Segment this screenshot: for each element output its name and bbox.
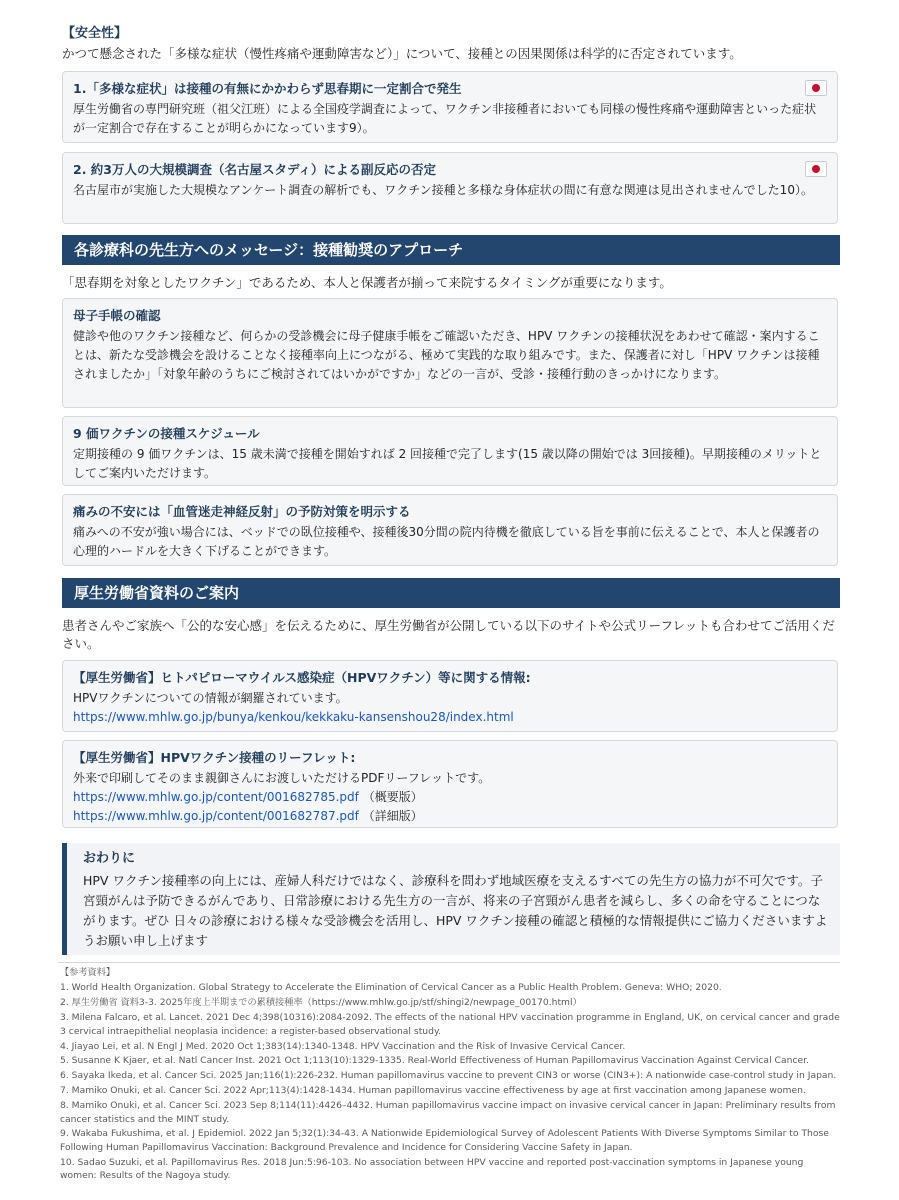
reference-item: 3. Milena Falcaro, et al. Lancet. 2021 Dec 4;398(10316):2084-2092. The effects of the national HPV vaccination programme in England, UK, on cervical cancer and grade 3 cervical intraepithelial neoplasia incidence: a register-based observational study. bbox=[60, 1012, 840, 1037]
section-bar-mhlw: 厚生労働省資料のご案内 bbox=[62, 578, 840, 608]
references-heading: 【参考資料】 bbox=[60, 967, 116, 978]
references-divider bbox=[58, 962, 840, 963]
japan-flag-icon bbox=[805, 80, 827, 96]
safety-intro: かつて懸念された「多様な症状（慢性疼痛や運動障害など）」について、接種との因果関係は科学的に否定されています。 bbox=[62, 46, 742, 61]
safety-card-2 bbox=[62, 152, 838, 224]
leaflet-summary-note: （概要版） bbox=[362, 790, 423, 804]
reference-item: 10. Sadao Suzuki, et al. Papillomavirus Res. 2018 Jun:5:96-103. No association between HPV vaccine and reported post-vaccination symptoms in Japanese young women: Results of the Nagoya study. bbox=[60, 1156, 804, 1182]
closing-box bbox=[62, 843, 840, 955]
message-card-title: 痛みの不安には「血管迷走神経反射」の予防対策を明示する bbox=[73, 504, 411, 519]
leaflet-link-row bbox=[73, 807, 825, 826]
mhlw-card-title: 【厚生労働省】HPVワクチン接種のリーフレット: bbox=[73, 750, 356, 765]
mhlw-info-link[interactable]: https://www.mhlw.go.jp/bunya/kenkou/kekkaku-kansenshou28/index.html bbox=[73, 710, 514, 724]
mhlw-intro: 患者さんやご家族へ「公的な安心感」を伝えるために、厚生労働省が公開している以下のサイトや公式リーフレットも合わせてご活用ください。 bbox=[62, 618, 835, 651]
leaflet-detail-note: （詳細版） bbox=[362, 809, 423, 823]
message-card-title: 9 価ワクチンの接種スケジュール bbox=[73, 426, 260, 441]
message-card-body: 健診や他のワクチン接種など、何らかの受診機会に母子健康手帳をご確認いただき、HPV ワクチンの接種状況をあわせて確認・案内することは、新たな受診機会を設けることなく接種率向上につながる、極めて実践的な取り組みです。また、保護者に対し「HPV ワクチンは接種されましたか」「対象年齢のうちにご検討されてはいかがですか」などの一言が、受診・接種行動のきっかけになります。 bbox=[73, 329, 820, 381]
reference-item: 7. Mamiko Onuki, et al. Cancer Sci. 2022 Apr;113(4):1428-1434. Human papillomavirus vaccine effectiveness by age at first vaccination among Japanese women. bbox=[60, 1085, 806, 1097]
references-list bbox=[60, 966, 842, 1184]
message-card-pain bbox=[62, 494, 838, 566]
message-card-schedule bbox=[62, 416, 838, 486]
message-card-title: 母子手帳の確認 bbox=[73, 308, 161, 323]
reference-item: 5. Susanne K Kjaer, et al. Natl Cancer Inst. 2021 Oct 1;113(10):1329-1335. Real-World Effectiveness of Human Papillomavirus Vaccination Against Cervical Cancer. bbox=[60, 1055, 809, 1067]
reference-item: 8. Mamiko Onuki, et al. Cancer Sci. 2023 Sep 8;114(11):4426–4432. Human papillomavirus vaccine impact on invasive cervical cancer in Japan: Preliminary results from cancer statistics and the MINT study. bbox=[60, 1100, 836, 1125]
mhlw-card-desc: 外来で印刷してそのまま親御さんにお渡しいただけるPDFリーフレットです。 bbox=[73, 771, 491, 785]
section-bar-messages: 各診療科の先生方へのメッセージ：接種勧奨のアプローチ bbox=[62, 235, 840, 265]
messages-intro: 「思春期を対象としたワクチン」であるため、本人と保護者が揃って来院するタイミングが重要になります。 bbox=[62, 275, 672, 290]
safety-card-title: 1.「多様な症状」は接種の有無にかかわらず思春期に一定割合で発生 bbox=[73, 81, 462, 96]
safety-card-title: 2. 約3万人の大規模調査（名古屋スタディ）による副反応の否定 bbox=[73, 162, 436, 177]
leaflet-summary-link[interactable]: https://www.mhlw.go.jp/content/001682785.pdf bbox=[73, 790, 359, 804]
mhlw-card-title: 【厚生労働省】ヒトパピローマウイルス感染症（HPVワクチン）等に関する情報: bbox=[73, 670, 531, 685]
reference-item: 9. Wakaba Fukushima, et al. J Epidemiol. 2022 Jan 5;32(1):34-43. A Nationwide Epidemiological Survey of Adolescent Patients With Diverse Symptoms Similar to Those Following Human Papillomavirus Vaccination: Background Prevalence and Incidence for Considering Vaccine Safety in Japan. bbox=[60, 1128, 829, 1153]
reference-item: 1. World Health Organization. Global Strategy to Accelerate the Elimination of Cervical Cancer as a Public Health Problem. Geneva: WHO; 2020. bbox=[60, 982, 722, 994]
reference-item: 6. Sayaka Ikeda, et al. Cancer Sci. 2025 Jan;116(1):226-232. Human papillomavirus vaccine to prevent CIN3 or worse (CIN3+): A nationwide case-control study in Japan. bbox=[60, 1070, 837, 1082]
reference-item: 2. 厚生労働省 資料3-3. 2025年度上半期までの累積接種率（https://www.mhlw.go.jp/stf/shingi2/newpage_00170.html） bbox=[60, 997, 582, 1009]
safety-card-body: 厚生労働省の専門研究班（祖父江班）による全国疫学調査によって、ワクチン非接種者においても同様の慢性疼痛や運動障害といった症状が一定割合で存在することが明らかになっています9）。 bbox=[73, 102, 817, 135]
safety-card-1 bbox=[62, 71, 838, 143]
mhlw-card-desc: HPVワクチンについての情報が網羅されています。 bbox=[73, 691, 348, 705]
closing-body: HPV ワクチン接種率の向上には、産婦人科だけではなく、診療科を問わず地域医療を支えるすべての先生方の協力が不可欠です。子宮頸がんは予防できるがんであり、日常診療における先生方の一言が、将来の子宮頸がん患者を減らし、多くの命を守ることにつながります。ぜひ 日々の診療における様々な受診機会を活用し、HPV ワクチン接種の確認と積極的な情報提供にご協力くださいますようお願い申し上げます bbox=[83, 873, 828, 948]
leaflet-detail-link[interactable]: https://www.mhlw.go.jp/content/001682787.pdf bbox=[73, 809, 359, 823]
leaflet-link-row bbox=[73, 788, 825, 807]
message-card-body: 定期接種の 9 価ワクチンは、15 歳未満で接種を開始すれば 2 回接種で完了します(15 歳以降の開始では 3回接種)。早期接種のメリットとしてご案内いただけます。 bbox=[73, 447, 822, 480]
message-card-body: 痛みへの不安が強い場合には、ベッドでの臥位接種や、接種後30分間の院内待機を徹底している旨を事前に伝えることで、本人と保護者の心理的ハードルを大きく下げることができます。 bbox=[73, 525, 820, 558]
safety-heading: 【安全性】 bbox=[62, 26, 128, 41]
reference-item: 4. Jiayao Lei, et al. N Engl J Med. 2020 Oct 1;383(14):1340-1348. HPV Vaccination and the Risk of Invasive Cervical Cancer. bbox=[60, 1040, 626, 1052]
mhlw-card-leaflet bbox=[62, 740, 838, 828]
safety-card-body: 名古屋市が実施した大規模なアンケート調査の解析でも、ワクチン接種と多様な身体症状の間に有意な関連は見出されませんでした10）。 bbox=[73, 183, 813, 197]
closing-title: おわりに bbox=[83, 851, 136, 866]
japan-flag-icon bbox=[805, 161, 827, 177]
message-card-boshi-techo bbox=[62, 298, 838, 408]
mhlw-card-info bbox=[62, 660, 838, 732]
